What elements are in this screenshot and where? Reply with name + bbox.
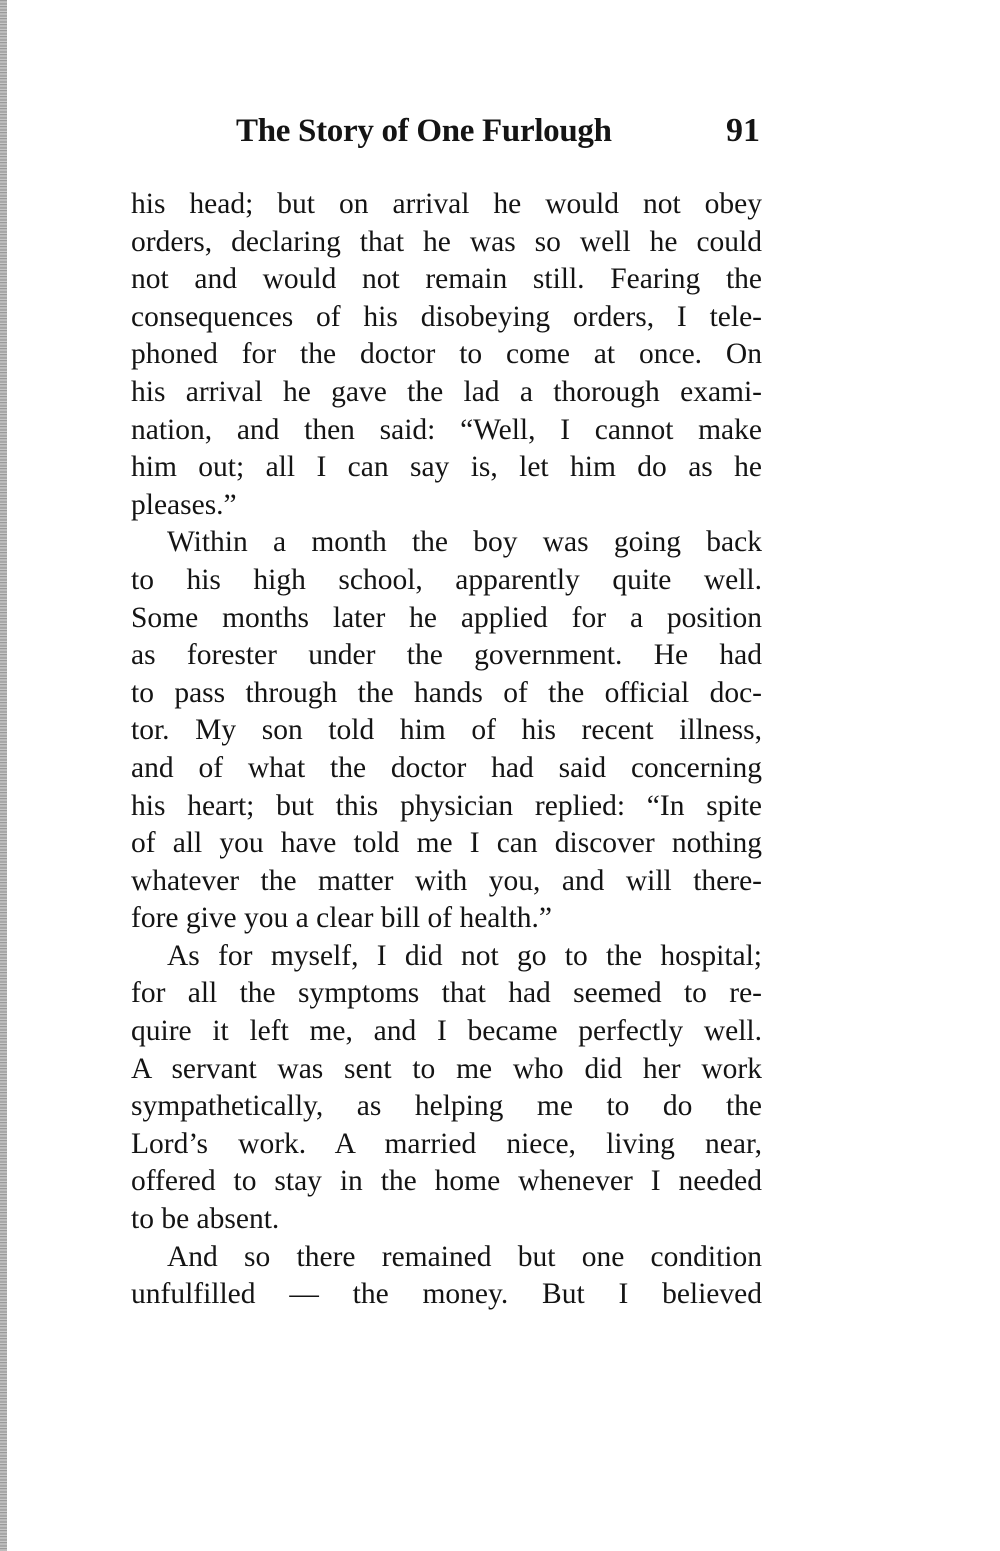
text-line: unfulfilled — the money. But I believed [131, 1278, 762, 1311]
text-line: not and would not remain still. Fearing the [131, 263, 762, 296]
text-line: for all the symptoms that had seemed to re- [131, 977, 762, 1010]
text-line: and of what the doctor had said concerning [131, 751, 762, 784]
text-line: orders, declaring that he was so well he could [131, 225, 762, 258]
text-line: Some months later he applied for a position [131, 601, 762, 634]
text-line: tor. My son told him of his recent illness, [131, 714, 762, 747]
text-line: fore give you a clear bill of health.” [131, 902, 553, 935]
paragraph-4 [131, 1239, 762, 1314]
running-title: The Story of One Furlough [236, 113, 612, 149]
text-line: of all you have told me I can discover nothing [131, 827, 762, 860]
text-line: his arrival he gave the lad a thorough exami- [131, 375, 762, 408]
text-line: him out; all I can say is, let him do as he [131, 451, 762, 484]
page-number: 91 [726, 112, 760, 149]
page-gutter-edge [0, 0, 7, 1551]
text-line: his heart; but this physician replied: “In spite [131, 789, 762, 822]
text-line: And so there remained but one condition [167, 1240, 762, 1273]
text-line: to be absent. [131, 1203, 280, 1236]
paragraph-3 [131, 938, 762, 1239]
text-line: A servant was sent to me who did her work [131, 1052, 762, 1085]
text-line: pleases.” [131, 488, 237, 521]
paragraph-2 [131, 524, 762, 938]
text-line: to his high school, apparently quite well. [131, 563, 762, 596]
text-line: consequences of his disobeying orders, I tele- [131, 300, 762, 333]
text-line: to pass through the hands of the official doc- [131, 676, 762, 709]
running-head [236, 106, 766, 156]
text-line: quire it left me, and I became perfectly well. [131, 1015, 762, 1048]
text-line: sympathetically, as helping me to do the [131, 1090, 762, 1123]
text-line: phoned for the doctor to come at once. On [131, 338, 762, 371]
text-line: As for myself, I did not go to the hospital; [167, 939, 762, 972]
text-line: his head; but on arrival he would not obey [131, 188, 762, 220]
paragraph-1 [131, 186, 762, 524]
text-line: whatever the matter with you, and will there- [131, 864, 762, 897]
text-line: as forester under the government. He had [131, 639, 762, 672]
text-line: Lord’s work. A married niece, living near, [131, 1127, 762, 1160]
text-line: nation, and then said: “Well, I cannot make [131, 413, 762, 446]
text-line: Within a month the boy was going back [167, 526, 762, 559]
text-line: offered to stay in the home whenever I needed [131, 1165, 762, 1198]
body-text [131, 186, 762, 1314]
